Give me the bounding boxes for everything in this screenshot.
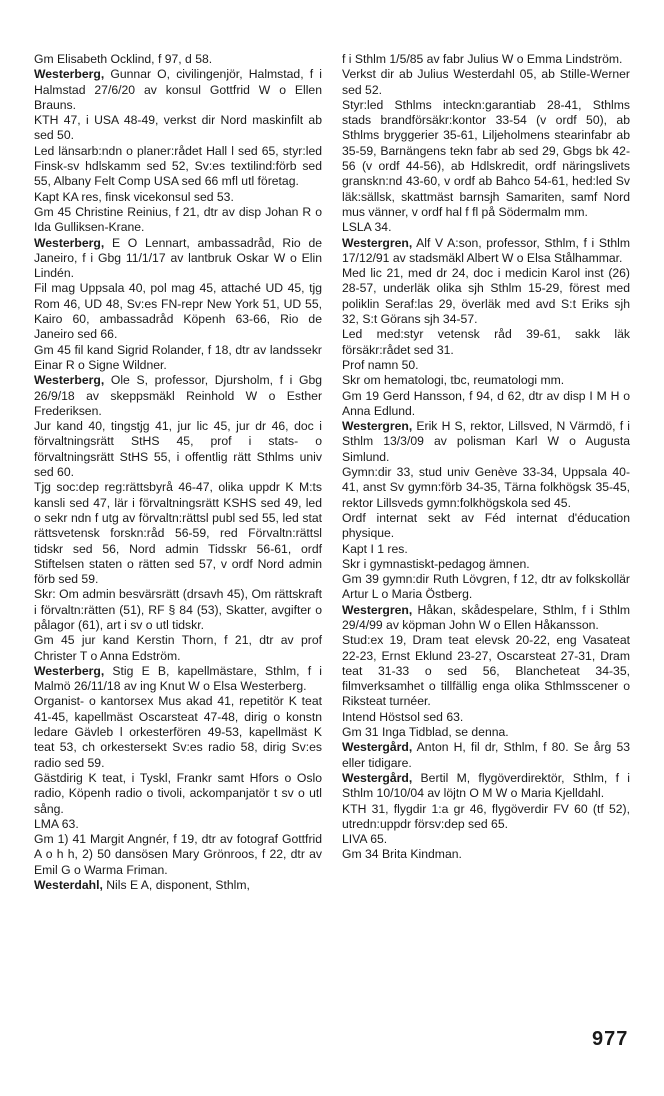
entry-text: Gm 1) 41 Margit Angnér, f 19, dtr av fotograf Gottfrid A o h h, 2) 50 dansösen Mary Grönroos, f 22, dtr av Emil G o Warma Friman. <box>34 832 322 877</box>
entry-text: KTH 47, i USA 48-49, verkst dir Nord maskinfilt ab sed 50. <box>34 113 322 143</box>
entry-paragraph <box>34 281 322 342</box>
biography-entry <box>342 740 630 771</box>
entry-paragraph <box>342 557 630 572</box>
entry-text: Alf V A:son, professor, Sthlm, f i Sthlm 17/12/91 av stadsmäkl Albert W o Elsa Stålhammar. <box>342 235 631 265</box>
entry-text: Ole S, professor, Djursholm, f i Gbg 26/9/18 av skeppsmäkl Reinhold W o Esther Frederiksen. <box>34 373 323 418</box>
entry-paragraph <box>342 373 630 388</box>
biography-entry <box>342 419 630 465</box>
surname: Westerberg, <box>34 663 105 678</box>
entry-text: LMA 63. <box>34 816 79 831</box>
entry-paragraph <box>34 144 322 190</box>
entry-text: Håkan, skådespelare, Sthlm, f i Sthlm 29/4/99 av köpman John W o Ellen Håkansson. <box>342 602 630 632</box>
entry-paragraph <box>342 358 630 373</box>
biography-entry <box>342 771 630 802</box>
entry-text: Stig E B, kapellmästare, Sthlm, f i Malmö 26/11/18 av ing Knut W o Elsa Westerberg. <box>34 663 322 694</box>
entry-text: Intend Höstsol sed 63. <box>342 709 464 724</box>
entry-text: Led länsarb:ndn o planer:rådet Hall l sed 65, styr:led Finsk-sv hdlskamm sed 52, Sv:es textilind:förb sed 55, Albany Felt Comp USA sed 66 mfl utl företag. <box>34 143 322 189</box>
surname: Westergård, <box>342 770 413 785</box>
biography-entry <box>342 236 630 267</box>
entry-text: Erik H S, rektor, Lillsved, N Värmdö, f i Sthlm 13/3/09 av polisman Karl W o Augusta Simlund. <box>342 419 630 464</box>
entry-text: Gm 31 Inga Tidblad, se denna. <box>342 725 509 740</box>
entry-text: Gm 34 Brita Kindman. <box>342 847 462 862</box>
entry-paragraph <box>34 113 322 144</box>
entry-paragraph <box>34 52 322 67</box>
entry-text: LIVA 65. <box>342 832 388 847</box>
entry-paragraph <box>342 542 630 557</box>
entry-paragraph <box>342 98 630 220</box>
entry-paragraph <box>34 480 322 587</box>
entry-text: Gm 19 Gerd Hansson, f 94, d 62, dtr av disp I M H o Anna Edlund. <box>342 388 630 418</box>
entry-text: LSLA 34. <box>342 220 392 235</box>
entry-text: Fil mag Uppsala 40, pol mag 45, attaché UD 45, tjg Rom 46, UD 48, Sv:es FN-repr New York 51, UD 55, Kairo 60, ambassadråd Köpenh 63-66, Rio de Janeiro sed 66. <box>34 281 322 342</box>
entry-text: Skr i gymnastiskt-pedagog ämnen. <box>342 556 530 571</box>
entry-text: Kapt I 1 res. <box>342 541 408 556</box>
entry-text: Led med:styr vetensk råd 39-61, sakk läk försäkr:rådet sed 31. <box>342 327 630 357</box>
entry-text: Skr om hematologi, tbc, reumatologi mm. <box>342 373 565 388</box>
entry-text: Prof namn 50. <box>342 357 419 372</box>
entry-text: Gm 39 gymn:dir Ruth Lövgren, f 12, dtr av folkskollär Artur L o Maria Östberg. <box>342 572 630 602</box>
surname: Westergård, <box>342 740 413 755</box>
surname: Westergren, <box>342 235 413 250</box>
entry-text: Tjg soc:dep reg:rättsbyrå 46-47, olika uppdr K M:ts kansli sed 47, lär i förvaltningsrätt KSHS sed 49, led o sekr ndn f utg av förvaltn:rättsl publ sed 55, led stat rättsvetensk forskn:råd 56-59, red Förvaltn:rättsl tidskr sed 56, Nord admin Tidsskr 56-61, ordf Stiftelsen staten o rätten sed 57, v ordf Nord admin förb sed 59. <box>34 480 322 587</box>
biography-entry <box>34 67 322 113</box>
entry-paragraph <box>342 802 630 833</box>
entry-text: Gm 45 Christine Reinius, f 21, dtr av disp Johan R o Ida Gulliksen-Krane. <box>34 204 322 235</box>
entry-text: Styr:led Sthlms inteckn:garantiab 28-41, Sthlms stads brandförsäkr:kontor 33-54 (v ordf 50), ab Sthlms bryggerier 35-61, Liljeholmens stearinfabr ab 35-59, Barnängens tekn fabr ab sed 29, Gbgs bk 42-56 (v ordf 44-56), ab Hdlskredit, ordf näringslivets granskn:nd 43-60, v ordf ab Bahco 54-61, hed:led Sv läk:sällsk, skattmäst barnsjh Samariten, samf Nord mus vänner, v ordf hal f fl på Södermalm mm. <box>342 97 630 219</box>
entry-text: Bertil M, flygöverdirektör, Sthlm, f i Sthlm 10/10/04 av löjtn O M W o Maria Kjelldahl. <box>342 770 630 801</box>
entry-paragraph <box>34 633 322 664</box>
entry-paragraph <box>342 327 630 358</box>
entry-paragraph <box>342 67 630 98</box>
page-number: 977 <box>592 1028 629 1050</box>
entry-paragraph <box>342 572 630 603</box>
entry-paragraph <box>342 725 630 740</box>
surname: Westerdahl, <box>34 878 103 893</box>
entry-text: Anton H, fil dr, Sthlm, f 80. Se årg 53 eller tidigare. <box>342 740 631 770</box>
entry-text: Skr: Om admin besvärsrätt (drsavh 45), Om rättskraft i förvaltn:rätten (51), RF § 84 (53), Skatter, avgifter o pålagor (61), art i sv o utl tidskr. <box>34 587 322 632</box>
entry-paragraph <box>342 847 630 862</box>
entry-paragraph <box>34 817 322 832</box>
entry-text: KTH 31, flygdir 1:a gr 46, flygöverdir FV 60 (tf 52), utredn:uppdr försv:dep sed 65. <box>342 801 630 831</box>
entry-paragraph <box>342 52 630 67</box>
entry-paragraph <box>342 633 630 709</box>
biography-entry <box>342 603 630 634</box>
entry-text: Gunnar O, civilingenjör, Halmstad, f i Halmstad 27/6/20 av konsul Gottfrid W o Ellen Brauns. <box>34 67 322 112</box>
entry-paragraph <box>342 465 630 511</box>
entry-paragraph <box>34 205 322 236</box>
biography-entry <box>34 664 322 695</box>
entry-text: f i Sthlm 1/5/85 av fabr Julius W o Emma Lindström. <box>342 52 623 66</box>
entry-text: Gm Elisabeth Ocklind, f 97, d 58. <box>34 52 213 66</box>
surname: Westerberg, <box>34 67 105 82</box>
entry-text: Gästdirig K teat, i Tyskl, Frankr samt Hfors o Oslo radio, Köpenh radio o tivoli, ackompanjatör t sv o utl sång. <box>34 770 322 816</box>
entry-paragraph <box>34 343 322 374</box>
entry-paragraph <box>34 771 322 817</box>
entry-text: Kapt KA res, finsk vicekonsul sed 53. <box>34 189 234 204</box>
entry-text: Organist- o kantorsex Mus akad 41, repetitör K teat 41-45, kapellmäst Oscarsteat 47-48, dirig o konstn ledare Gävleb l orkesterfören 49-53, kapellmäst K teat 53, ch orkestersekt Sv:es radio 58, dirig Sv:es radio sed 59. <box>34 694 322 770</box>
surname: Westergren, <box>342 602 413 617</box>
entry-paragraph <box>34 587 322 633</box>
biography-entry <box>34 373 322 419</box>
entry-paragraph <box>34 694 322 770</box>
biography-entry <box>34 878 322 893</box>
surname: Westergren, <box>342 419 413 434</box>
entry-paragraph <box>342 511 630 542</box>
entry-text: Gm 45 jur kand Kerstin Thorn, f 21, dtr av prof Christer T o Anna Edström. <box>34 633 322 663</box>
entry-paragraph <box>34 419 322 480</box>
entry-paragraph <box>342 832 630 847</box>
entry-paragraph <box>342 266 630 327</box>
entry-text: Jur kand 40, tingstjg 41, jur lic 45, jur dr 46, doc i förvaltningsrätt StHS 45, prof i stats- o förvaltningsrätt StHS 55, i offentlig rätt Sthlms univ sed 60. <box>34 419 322 480</box>
entry-text: Stud:ex 19, Dram teat elevsk 20-22, eng Vasateat 22-23, Ernst Eklund 23-27, Oscarsteat 27-31, Dram teat 31-33 o sed 56, Blancheteat 34-35, filmverksamhet o tillfällig enga olika Sthlmsscener o Riksteat turnéer. <box>342 633 630 709</box>
right-column <box>342 52 630 863</box>
entry-paragraph <box>34 832 322 878</box>
entry-text: Med lic 21, med dr 24, doc i medicin Karol inst (26) 28-57, underläk olika sjh Sthlm 15-29, förest med poliklin Seraf:las 29, överläk med avd S:t Eriks sjh 32, S:t Görans sjh 34-57. <box>342 266 630 327</box>
surname: Westerberg, <box>34 373 105 388</box>
biography-entry <box>34 236 322 282</box>
entry-text: Nils E A, disponent, Sthlm, <box>106 878 250 893</box>
left-column <box>34 52 322 893</box>
entry-paragraph <box>342 710 630 725</box>
entry-paragraph <box>342 220 630 235</box>
entry-paragraph <box>34 190 322 205</box>
entry-text: Gm 45 fil kand Sigrid Rolander, f 18, dtr av landssekr Einar R o Signe Wildner. <box>34 342 322 372</box>
entry-text: Ordf internat sekt av Féd internat d'éducation physique. <box>342 510 630 541</box>
entry-text: E O Lennart, ambassadråd, Rio de Janeiro, f i Gbg 11/1/17 av lantbruk Oskar W o Elin Lindén. <box>34 235 322 281</box>
entry-text: Verkst dir ab Julius Westerdahl 05, ab Stille-Werner sed 52. <box>342 67 630 97</box>
entry-text: Gymn:dir 33, stud univ Genève 33-34, Uppsala 40-41, anst Sv gymn:förb 34-35, Tärna folkhögsk 35-45, rektor Lillsveds gymn:folkhögskola sed 45. <box>342 465 630 510</box>
entry-paragraph <box>342 389 630 420</box>
surname: Westerberg, <box>34 235 105 250</box>
